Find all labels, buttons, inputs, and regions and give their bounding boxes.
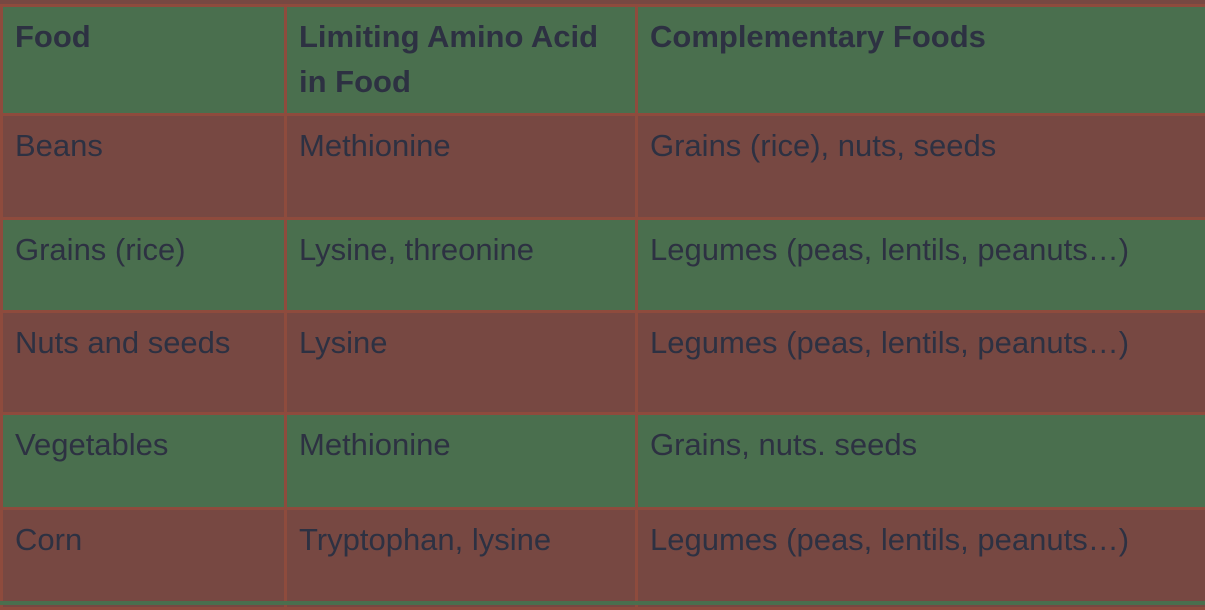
table-row-corn bbox=[2, 508, 1205, 608]
header-row bbox=[2, 6, 1205, 115]
cell-food: Corn bbox=[2, 508, 286, 608]
cell-limiting-acid: Lysine bbox=[286, 311, 637, 413]
page bbox=[0, 4, 1205, 605]
cell-complementary: Legumes (peas, lentils, peanuts…) bbox=[637, 311, 1205, 413]
cell-food: Nuts and seeds bbox=[2, 311, 286, 413]
cell-complementary: Grains, nuts. seeds bbox=[637, 413, 1205, 508]
cell-complementary: Legumes (peas, lentils, peanuts…) bbox=[637, 508, 1205, 608]
column-header-limiting-acid: Limiting Amino Acid in Food bbox=[286, 6, 637, 115]
cell-food: Vegetables bbox=[2, 413, 286, 508]
cell-complementary: Grains (rice), nuts, seeds bbox=[637, 114, 1205, 218]
table-row-nuts-and-seeds bbox=[2, 311, 1205, 413]
cell-complementary: Legumes (peas, lentils, peanuts…) bbox=[637, 218, 1205, 311]
bottom-green-strip bbox=[0, 601, 1205, 605]
table-row-grains bbox=[2, 218, 1205, 311]
cell-food: Beans bbox=[2, 114, 286, 218]
cell-limiting-acid: Methionine bbox=[286, 114, 637, 218]
complementary-proteins-table bbox=[0, 4, 1205, 610]
cell-limiting-acid: Lysine, threonine bbox=[286, 218, 637, 311]
cell-food: Grains (rice) bbox=[2, 218, 286, 311]
column-header-food: Food bbox=[2, 6, 286, 115]
table-row-beans bbox=[2, 114, 1205, 218]
table-row-vegetables bbox=[2, 413, 1205, 508]
cell-limiting-acid: Methionine bbox=[286, 413, 637, 508]
cell-limiting-acid: Tryptophan, lysine bbox=[286, 508, 637, 608]
column-header-complementary: Complementary Foods bbox=[637, 6, 1205, 115]
